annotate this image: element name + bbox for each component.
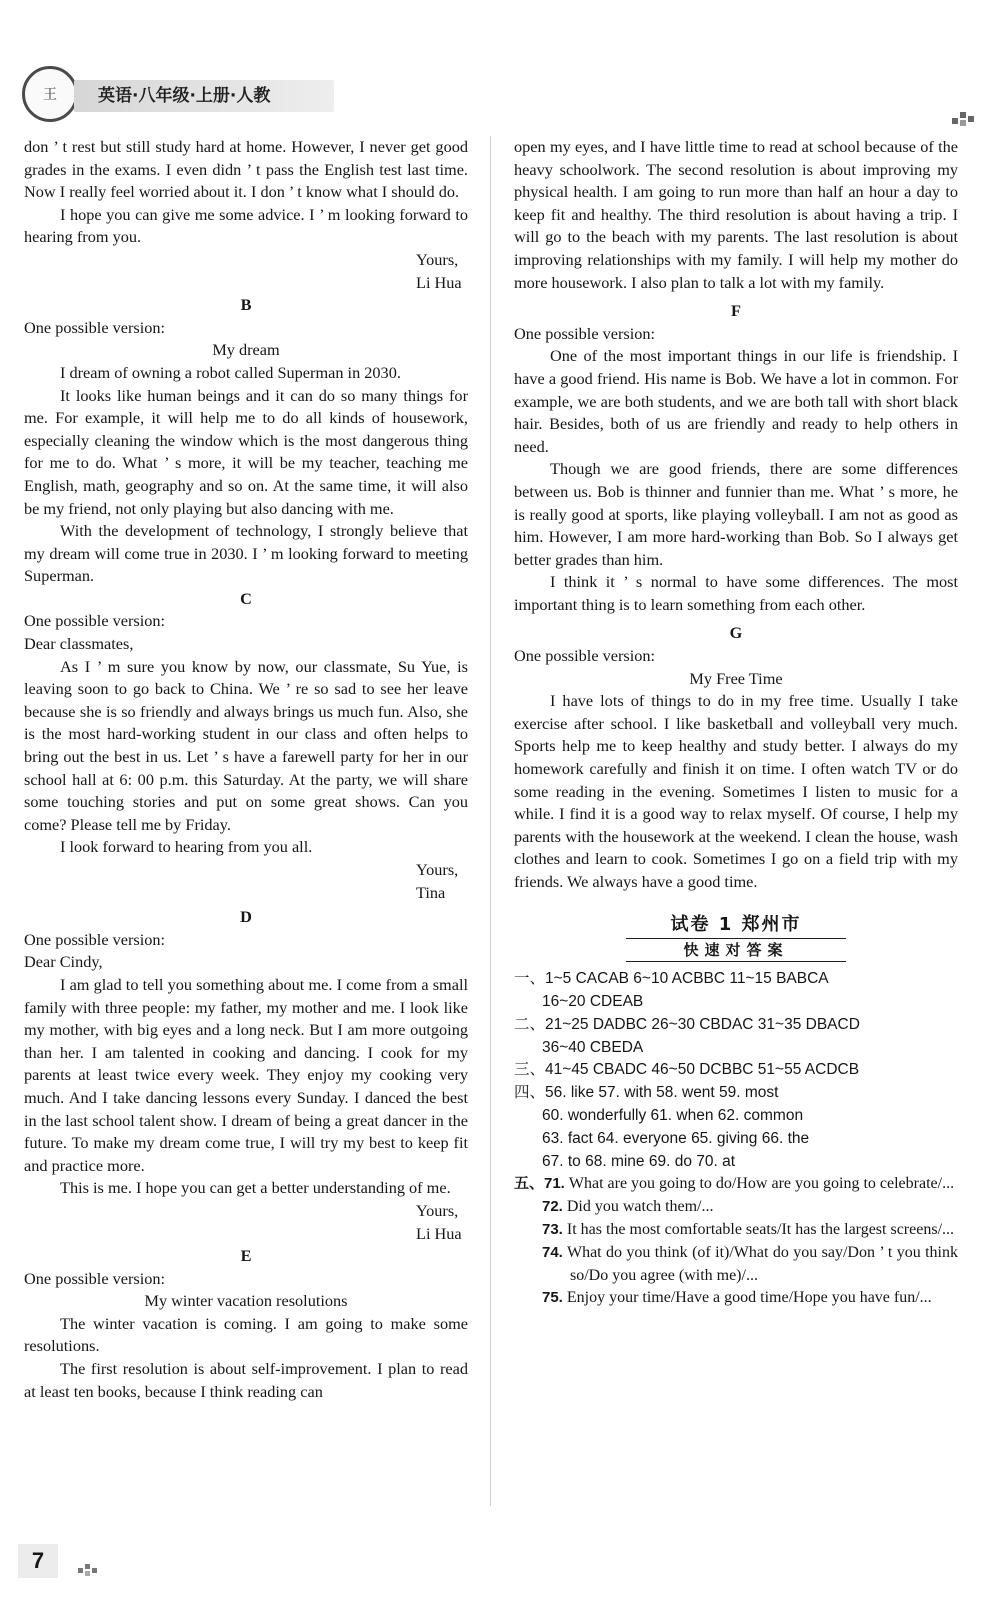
- answer-item: [514, 1196, 958, 1219]
- signature: Li Hua: [416, 272, 462, 292]
- version-label: One possible version:: [24, 929, 166, 949]
- footer-decoration: [78, 1564, 98, 1576]
- essay-paragraph-continued: open my eyes, and I have little time to read at school because of the heavy schoolwork. The second resolution is about improving my physical health. I am going to run more than half an hour a day to keep fit and healthy. The third resolution is about having a trip. I will go to the beach with my parents. The last resolution is about improving relationships with my family. I will help my mother do more housework. I also plan to talk a lot with my family.: [514, 137, 958, 292]
- section-letter-d: D: [240, 907, 252, 927]
- publisher-logo: 王: [22, 66, 78, 122]
- essay-paragraph: One of the most important things in our life is friendship. I have a good friend. His name is Bob. We have a lot in common. For example, we are both students, and we are both tall with short black hair. Besides, both of us are friendly and ready to help others in need.: [514, 346, 958, 456]
- essay-title: My Free Time: [689, 668, 783, 688]
- version-label: One possible version:: [514, 646, 656, 666]
- version-label: One possible version:: [514, 323, 656, 343]
- essay-title: My winter vacation resolutions: [144, 1291, 348, 1311]
- item-number: 73.: [542, 1220, 563, 1238]
- answer-item: [514, 1173, 958, 1196]
- version-label: One possible version:: [24, 317, 166, 337]
- essay-paragraph: With the development of technology, I strongly believe that my dream will come true in 2030. I ’ m looking forward to meeting Superman.: [24, 521, 468, 586]
- quiz-title: 试卷 1 郑州市: [670, 913, 802, 935]
- essay-paragraph: I dream of owning a robot called Superman in 2030.: [60, 362, 401, 382]
- signature: Tina: [416, 882, 446, 902]
- item-number: 74.: [542, 1243, 563, 1261]
- essay-paragraph: I think it ’ s normal to have some differences. The most important thing is to learn something from each other.: [514, 572, 958, 614]
- page-number: 7: [18, 1544, 58, 1578]
- item-number: 75.: [542, 1289, 563, 1307]
- essay-paragraph: It looks like human beings and it can do so many things for me. For example, it will help me to do all kinds of housework, especially cleaning the window which is the most dangerous thing for me to do. What ’ s more, it will be my teacher, teaching me English, math, geography and so on. At the same time, it will also be my friend, not only playing but also dancing with me.: [24, 385, 468, 518]
- answer-row: 36~40 CBEDA: [542, 1038, 644, 1056]
- answer-row: 60. wonderfully 61. when 62. common: [542, 1106, 804, 1124]
- answer-row: 63. fact 64. everyone 65. giving 66. the: [542, 1129, 810, 1147]
- intro-paragraph: don ’ t rest but still study hard at home. However, I never get good grades in the exams. I even didn ’ t pass the English test last time. Now I really feel worried about it. I don ’ t know what I should do.: [24, 137, 468, 202]
- answer-row: 四、56. like 57. with 58. went 59. most: [514, 1084, 779, 1102]
- version-label: One possible version:: [24, 611, 166, 631]
- item-number: 五、71.: [514, 1175, 565, 1193]
- answer-row: 16~20 CDEAB: [542, 992, 644, 1010]
- letter-paragraph: As I ’ m sure you know by now, our classmate, Su Yue, is leaving soon to go back to China. We ’ re so sad to see her leave because she is so friendly and always brings us much fun. Also, she is the most hard-working student in our class and often helps to bring out the best in us. Let ’ s have a farewell party for her in our school hall at 6: 00 p.m. this Saturday. At the party, we will share some touching stories and put on some great shows. Can you come? Please tell me by Friday.: [24, 656, 468, 834]
- section-letter-g: G: [729, 623, 743, 643]
- letter-paragraph: This is me. I hope you can get a better understanding of me.: [60, 1178, 451, 1198]
- section-letter-e: E: [240, 1246, 252, 1266]
- version-label: One possible version:: [24, 1268, 166, 1288]
- column-divider: [490, 136, 491, 1506]
- section-letter-b: B: [240, 295, 252, 315]
- closing: Yours,: [416, 249, 459, 269]
- item-text: What are you going to do/How are you going to celebrate/...: [568, 1175, 955, 1193]
- answer-row: 一、1~5 CACAB 6~10 ACBBC 11~15 BABCA: [514, 970, 829, 988]
- right-column: [514, 136, 958, 1310]
- page-header: [14, 66, 344, 126]
- section-letter-f: F: [731, 301, 741, 321]
- closing: Yours,: [416, 1200, 459, 1220]
- quiz-subtitle: 快速对答案: [626, 938, 846, 962]
- greeting: Dear classmates,: [24, 634, 134, 654]
- item-text: What do you think (of it)/What do you say/Don ’ t you think so/Do you agree (with me)/...: [566, 1243, 958, 1284]
- answer-item: [514, 1219, 958, 1242]
- intro-paragraph-2: I hope you can give me some advice. I ’ m looking forward to hearing from you.: [24, 204, 468, 247]
- answer-row: 二、21~25 DADBC 26~30 CBDAC 31~35 DBACD: [514, 1015, 860, 1033]
- greeting: Dear Cindy,: [24, 952, 103, 972]
- answer-key: [514, 968, 958, 1173]
- closing: Yours,: [416, 860, 459, 879]
- answer-row: 67. to 68. mine 69. do 70. at: [542, 1152, 736, 1170]
- answer-row: 三、41~45 CBADC 46~50 DCBBC 51~55 ACDCB: [514, 1061, 860, 1079]
- essay-paragraph: The first resolution is about self-improvement. I plan to read at least ten books, because I think reading can: [24, 1359, 468, 1401]
- item-text: Did you watch them/...: [566, 1198, 714, 1216]
- answer-item: [514, 1242, 958, 1288]
- item-text: Enjoy your time/Have a good time/Hope you have fun/...: [566, 1289, 932, 1307]
- essay-paragraph: I have lots of things to do in my free time. Usually I take exercise after school. I like basketball and volleyball very much. Sports help me to keep healthy and study better. I always do my homework carefully and finish it on time. I often watch TV or do some reading in the evening. Sometimes I listen to music for a while. I find it is a good way to relax myself. Of course, I help my parents with the housework at the weekend. I clean the house, wash clothes and learn to cook. Sometimes I go on a field trip with my friends. We always have a good time.: [514, 691, 958, 891]
- answer-item: [514, 1287, 958, 1310]
- letter-paragraph: I am glad to tell you something about me. I come from a small family with three people: my father, my mother and me. I look like my mother, with big eyes and a long neck. But I am more outgoing than her. I am talented in cooking and dancing. I cook for my parents at least twice every week. They enjoy my cooking very much. And I take dancing lessons every Sunday. I danced the best in the last school talent show. I dream of being a great dancer in the future. To make my dream come true, I will try my best to keep fit and practice more.: [24, 974, 468, 1175]
- essay-paragraph: Though we are good friends, there are some differences between us. Bob is thinner and funnier than me. What ’ s more, he is really good at sports, like playing volleyball. I am not as good as him. However, I am more hard-working than Bob. So I always get better grades than him.: [514, 459, 958, 569]
- header-decoration: [952, 112, 976, 126]
- letter-paragraph: I look forward to hearing from you all.: [60, 837, 313, 857]
- left-column: [24, 136, 468, 1403]
- book-title: 英语·八年级·上册·人教: [74, 80, 334, 112]
- section-letter-c: C: [240, 588, 252, 608]
- essay-title: My dream: [212, 340, 280, 360]
- item-text: It has the most comfortable seats/It has the largest screens/...: [566, 1220, 955, 1238]
- signature: Li Hua: [416, 1223, 462, 1243]
- item-number: 72.: [542, 1198, 563, 1216]
- essay-paragraph: The winter vacation is coming. I am going to make some resolutions.: [24, 1313, 468, 1356]
